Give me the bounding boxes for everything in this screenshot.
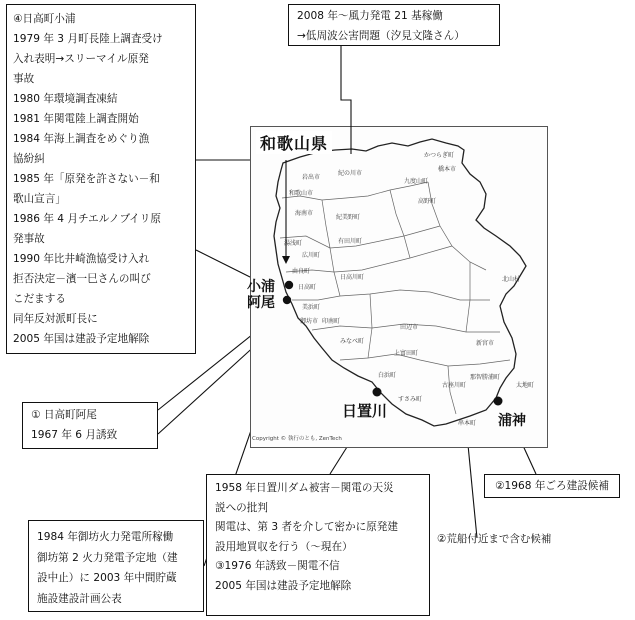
box-line: 設中止）に 2003 年中間貯蔵 [37,572,177,584]
box-line: 2005 年国は建設予定地解除 [215,579,352,592]
box-line: 1981 年関電陸上調査開始 [13,113,139,125]
box-line: 施設建設計画公表 [37,592,122,605]
box-line: ④日高町小浦 [13,13,76,25]
municipality-label: 印南町 [322,318,341,325]
box-line: 1980 年環境調査凍結 [13,93,118,105]
municipality-label: 上富田町 [394,350,419,357]
box-line: 1986 年 4 月チエルノブイリ原 [13,213,161,225]
municipality-label: 有田川町 [338,238,363,245]
place-label-ao: 阿尾 [247,295,275,311]
municipality-label: 新宮市 [476,340,495,347]
box-line: 2008 年～風力発電 21 基稼働 [297,10,443,22]
place-label-uragami: 浦神 [498,413,526,429]
municipality-label: 由良町 [292,268,311,275]
municipality-label: 高野町 [418,198,437,205]
municipality-label: 橋本市 [438,166,457,173]
municipality-label: 和歌山市 [289,190,314,197]
municipality-label: 白浜町 [378,372,397,379]
municipality-label: 串本町 [458,420,477,427]
municipality-label: かつらぎ町 [424,152,455,159]
box-line: 1967 年 6 月誘致 [31,429,118,441]
municipality-label: すさみ町 [398,396,423,403]
place-label-oura: 小浦 [247,279,275,295]
box-line: 同年反対派町長に [13,313,98,325]
ao-box [22,402,158,449]
box-line: 入れ表明→スリーマイル原発 [13,53,149,65]
uragami-box [484,474,620,498]
box-line: ③1976 年誘致－関電不信 [215,560,340,572]
municipality-label: 御坊市 [300,318,319,325]
box-line: ②1968 年ごろ建設候補 [495,480,609,492]
municipality-label: 湯浅町 [284,240,303,247]
box-line: 関電は、第 3 者を介して密かに原発建 [215,521,398,533]
box-line: 設用地買収を行う（～現在） [215,540,353,553]
municipality-label: 紀美野町 [336,214,361,221]
box-line: 1958 年日置川ダム被害－関電の天災 [215,482,394,494]
municipality-label: 北山村 [502,276,521,283]
box-line: 1979 年 3 月町長陸上調査受け [13,33,163,45]
box-line: 2005 年国は建設予定地解除 [13,333,150,345]
box-line: ① 日高町阿尾 [31,409,97,421]
municipality-label: 日高川町 [340,274,365,281]
municipality-label: 美浜町 [302,304,321,311]
box-line: 協紛糾 [13,153,45,165]
box-line: 1990 年比井崎漁協受け入れ [13,253,150,265]
box-line: 1984 年海上調査をめぐり漁 [13,133,150,145]
box-line: 1985 年「原発を許さない－和 [13,173,160,185]
municipality-label: 那智勝浦町 [470,374,501,381]
box-line: 説への批判 [215,501,268,514]
box-line: 事故 [13,73,35,85]
map-copyright: Copyright © 執行のとも, ZenTech [252,436,342,442]
municipality-label: 紀の川市 [338,170,363,177]
box-line: 拒否決定－濱一巳さんの叫び [13,273,151,285]
box-line: 歌山宣言」 [13,193,66,205]
municipality-label: 広川町 [302,252,321,259]
municipality-label: 日高町 [298,284,317,291]
box-line: 発事故 [13,233,45,245]
wind-power-box [288,4,500,46]
municipality-label: 九度山町 [404,178,429,185]
box-line: →低周波公害問題（汐見文隆さん） [297,30,465,42]
municipality-label: 田辺市 [400,324,419,331]
prefecture-title: 和歌山県 [256,131,332,154]
hidakagawa-box [206,474,430,616]
box-line: 1984 年御坊火力発電所稼働 [37,531,174,543]
place-label-hidakagawa: 日置川 [342,402,388,420]
municipality-label: 古座川町 [442,382,467,389]
gobo-box [28,520,204,612]
municipality-label: 海南市 [295,210,314,217]
oura-history-box [6,4,196,354]
arakashi-annotation: ②荒船付近まで含む候補 [437,533,552,545]
municipality-label: 太地町 [516,382,535,389]
municipality-label: 岩出市 [302,174,321,181]
box-line: 御坊第 2 火力発電予定地（建 [37,551,178,564]
municipality-label: みなべ町 [340,338,365,345]
box-line: こだまする [13,293,66,305]
